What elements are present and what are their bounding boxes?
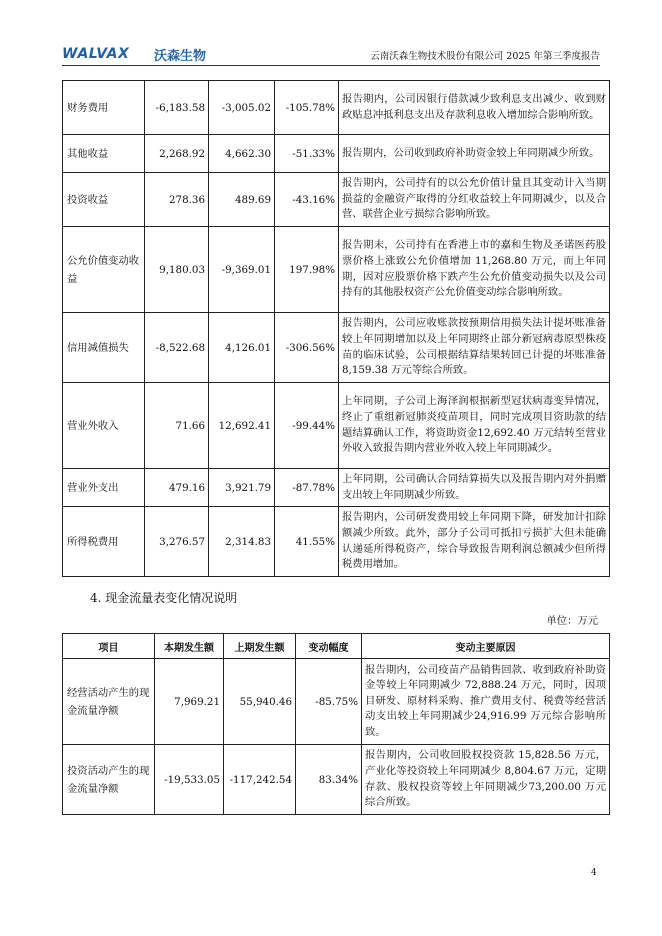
row-reason: 报告期内，公司研发费用较上年同期下降，研发加计扣除额减少所致。此外，部分子公司可抵扣亏损扩大但未能确认递延所得税资产，综合导致报告期利润总额减少但所得税费用增加。 bbox=[339, 507, 610, 577]
row-change: -43.16% bbox=[275, 173, 339, 227]
row-previous: 55,940.46 bbox=[224, 659, 296, 745]
header-current: 本期发生额 bbox=[155, 634, 224, 659]
row-current: 71.66 bbox=[145, 383, 209, 469]
table-row bbox=[63, 745, 610, 815]
row-reason: 报告期内，公司收到政府补助资金较上年同期减少所致。 bbox=[339, 135, 610, 173]
row-item: 经营活动产生的现金流量净额 bbox=[63, 659, 155, 745]
table-row bbox=[63, 227, 610, 313]
row-item: 其他收益 bbox=[63, 135, 145, 173]
row-reason: 报告期末，公司持有在香港上市的嘉和生物及圣诺医药股票价格上涨致公允价值增加 11,268.80 万元，而上年同期，因对应股票价格下跌产生公允价值变动损失以及公司持有的其他股权资产公允价值变动综合影响所致。 bbox=[339, 227, 610, 313]
row-previous: 2,314.83 bbox=[209, 507, 275, 577]
walvax-logo-cn: 沃森生物 bbox=[154, 49, 207, 64]
row-current: 7,969.21 bbox=[155, 659, 224, 745]
row-change: 197.98% bbox=[275, 227, 339, 313]
table-row bbox=[63, 659, 610, 745]
row-change: 83.34% bbox=[296, 745, 362, 815]
table-row bbox=[63, 383, 610, 469]
table-row bbox=[63, 313, 610, 383]
row-item: 财务费用 bbox=[63, 81, 145, 135]
row-current: -8,522.68 bbox=[145, 313, 209, 383]
row-change: -87.78% bbox=[275, 469, 339, 507]
row-current: 278.36 bbox=[145, 173, 209, 227]
row-change: -85.75% bbox=[296, 659, 362, 745]
cash-flow-changes-table bbox=[62, 633, 610, 815]
row-item: 营业外收入 bbox=[63, 383, 145, 469]
row-reason: 上年同期，公司确认合同结算损失以及报告期内对外捐赠支出较上年同期减少所致。 bbox=[339, 469, 610, 507]
table-row bbox=[63, 469, 610, 507]
row-item: 投资活动产生的现金流量净额 bbox=[63, 745, 155, 815]
row-previous: -3,005.02 bbox=[209, 81, 275, 135]
table-row bbox=[63, 507, 610, 577]
table-row bbox=[63, 135, 610, 173]
header-change: 变动幅度 bbox=[296, 634, 362, 659]
row-reason: 报告期内，公司应收账款按预期信用损失法计提坏账准备较上年同期增加以及上年同期终止部分新冠病毒原型株疫苗的临床试验，公司根据结算结果转回已计提的坏账准备 8,159.38 万元等综合所致。 bbox=[339, 313, 610, 383]
row-previous: -117,242.54 bbox=[224, 745, 296, 815]
row-item: 投资收益 bbox=[63, 173, 145, 227]
row-reason: 报告期内，公司收回股权投资款 15,828.56 万元，产业化等投资较上年同期减少 8,804.67 万元，定期存款、股权投资等较上年同期减少73,200.00 万元综合所致。 bbox=[362, 745, 610, 815]
row-item: 营业外支出 bbox=[63, 469, 145, 507]
header-item: 项目 bbox=[63, 634, 155, 659]
row-previous: 4,662.30 bbox=[209, 135, 275, 173]
income-statement-changes-table bbox=[62, 80, 610, 577]
row-previous: -9,369.01 bbox=[209, 227, 275, 313]
page-number: 4 bbox=[591, 868, 597, 878]
row-current: -19,533.05 bbox=[155, 745, 224, 815]
row-change: -51.33% bbox=[275, 135, 339, 173]
row-current: 479.16 bbox=[145, 469, 209, 507]
row-current: -6,183.58 bbox=[145, 81, 209, 135]
row-current: 3,276.57 bbox=[145, 507, 209, 577]
row-item: 信用减值损失 bbox=[63, 313, 145, 383]
row-reason: 报告期内，公司持有的以公允价值计量且其变动计入当期损益的金融资产取得的分红收益较上年同期减少，以及合营、联营企业亏损综合影响所致。 bbox=[339, 173, 610, 227]
row-item: 公允价值变动收益 bbox=[63, 227, 145, 313]
row-change: 41.55% bbox=[275, 507, 339, 577]
row-previous: 3,921.79 bbox=[209, 469, 275, 507]
row-current: 9,180.03 bbox=[145, 227, 209, 313]
row-item: 所得税费用 bbox=[63, 507, 145, 577]
table-header-row bbox=[63, 634, 610, 659]
row-change: -99.44% bbox=[275, 383, 339, 469]
unit-label: 单位：万元 bbox=[546, 615, 598, 627]
table-row bbox=[63, 173, 610, 227]
header-reason: 变动主要原因 bbox=[362, 634, 610, 659]
report-title: 云南沃森生物技术股份有限公司 2025 年第三季度报告 bbox=[370, 51, 600, 62]
row-change: -306.56% bbox=[275, 313, 339, 383]
row-previous: 12,692.41 bbox=[209, 383, 275, 469]
table-row bbox=[63, 81, 610, 135]
row-previous: 489.69 bbox=[209, 173, 275, 227]
page-header bbox=[62, 44, 600, 66]
header-previous: 上期发生额 bbox=[224, 634, 296, 659]
row-reason: 上年同期，子公司上海泽润根据新型冠状病毒变异情况，终止了重组新冠肺炎疫苗项目，同时完成项目资助款的结题结算确认工作，将资助资金12,692.40 万元结转至营业外收入致报告期内营业外收入较上年同期减少。 bbox=[339, 383, 610, 469]
row-reason: 报告期内，公司疫苗产品销售回款、收到政府补助资金等较上年同期减少 72,888.24 万元，同时，因项目研发、原材料采购、推广费用支付、税费等经营活动支出较上年同期减少24,916.99 万元综合影响所致。 bbox=[362, 659, 610, 745]
row-change: -105.78% bbox=[275, 81, 339, 135]
row-reason: 报告期内，公司因银行借款减少致利息支出减少、收到财政贴息冲抵利息支出及存款利息收入增加综合影响所致。 bbox=[339, 81, 610, 135]
row-previous: 4,126.01 bbox=[209, 313, 275, 383]
row-current: 2,268.92 bbox=[145, 135, 209, 173]
walvax-logo: WALVAX bbox=[62, 46, 130, 62]
section-heading: 4. 现金流量表变化情况说明 bbox=[90, 591, 238, 605]
